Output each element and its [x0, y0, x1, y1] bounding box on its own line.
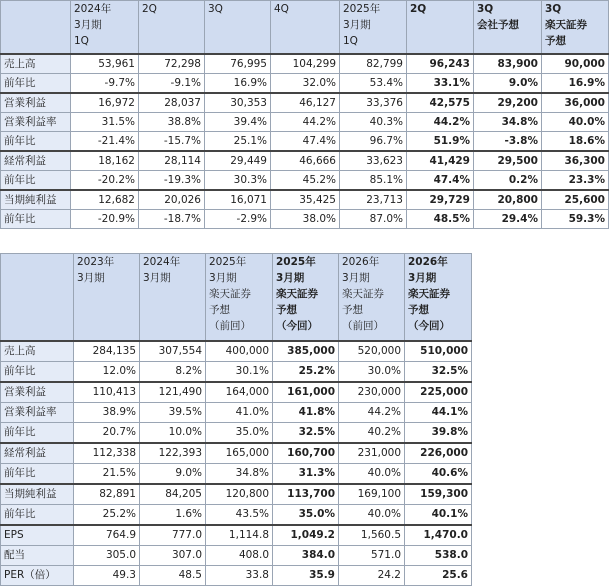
quarterly-value-cell: 83,900	[474, 54, 542, 74]
annual-value-cell: 385,000	[273, 341, 339, 362]
quarterly-value-cell: 32.0%	[271, 74, 340, 94]
annual-value-cell: 121,490	[140, 382, 206, 403]
quarterly-row-label: 売上高	[1, 54, 71, 74]
quarterly-value-cell: -18.7%	[139, 210, 205, 229]
annual-row-label: 前年比	[1, 505, 74, 526]
quarterly-row	[1, 74, 609, 94]
quarterly-value-cell: 25.1%	[205, 132, 271, 152]
annual-value-cell: 169,100	[339, 484, 405, 505]
quarterly-value-cell: -3.8%	[474, 132, 542, 152]
quarterly-value-cell: 30.3%	[205, 171, 271, 191]
annual-value-cell: 510,000	[405, 341, 472, 362]
quarterly-corner-cell	[1, 1, 71, 55]
quarterly-value-cell: 34.8%	[474, 113, 542, 132]
quarterly-value-cell: 36,300	[542, 151, 609, 171]
quarterly-value-cell: 59.3%	[542, 210, 609, 229]
annual-value-cell: 49.3	[74, 566, 140, 586]
annual-value-cell: 10.0%	[140, 423, 206, 444]
annual-value-cell: 21.5%	[74, 464, 140, 485]
quarterly-column-header: 2Q	[139, 1, 205, 55]
annual-value-cell: 520,000	[339, 341, 405, 362]
annual-row-label: 前年比	[1, 423, 74, 444]
quarterly-row-label: 前年比	[1, 210, 71, 229]
annual-row-label: 営業利益	[1, 382, 74, 403]
annual-row	[1, 566, 472, 586]
annual-row-label: 売上高	[1, 341, 74, 362]
quarterly-value-cell: 46,666	[271, 151, 340, 171]
quarterly-value-cell: 53.4%	[340, 74, 407, 94]
quarterly-value-cell: 47.4%	[407, 171, 474, 191]
quarterly-row	[1, 190, 609, 210]
quarterly-row	[1, 113, 609, 132]
quarterly-row-label: 前年比	[1, 74, 71, 94]
annual-value-cell: 764.9	[74, 525, 140, 546]
quarterly-value-cell: 16,071	[205, 190, 271, 210]
annual-value-cell: 30.0%	[339, 362, 405, 383]
annual-value-cell: 307,554	[140, 341, 206, 362]
quarterly-row-label: 営業利益率	[1, 113, 71, 132]
annual-column-header: 2026年 3月期 楽天証券 予想 （今回）	[405, 254, 472, 342]
annual-value-cell: 571.0	[339, 546, 405, 566]
quarterly-value-cell: -9.7%	[71, 74, 139, 94]
annual-value-cell: 9.0%	[140, 464, 206, 485]
quarterly-row	[1, 210, 609, 229]
annual-value-cell: 48.5	[140, 566, 206, 586]
annual-value-cell: 35.0%	[206, 423, 273, 444]
quarterly-value-cell: 85.1%	[340, 171, 407, 191]
annual-value-cell: 1,560.5	[339, 525, 405, 546]
annual-column-header: 2026年 3月期 楽天証券 予想 （前回）	[339, 254, 405, 342]
quarterly-value-cell: 20,800	[474, 190, 542, 210]
quarterly-value-cell: -2.9%	[205, 210, 271, 229]
annual-row-label: 前年比	[1, 362, 74, 383]
annual-row	[1, 423, 472, 444]
annual-value-cell: 1,049.2	[273, 525, 339, 546]
annual-forecast-table	[0, 253, 472, 586]
quarterly-row	[1, 151, 609, 171]
annual-row-label: PER（倍）	[1, 566, 74, 586]
quarterly-value-cell: 29,729	[407, 190, 474, 210]
annual-value-cell: 400,000	[206, 341, 273, 362]
annual-value-cell: 39.5%	[140, 403, 206, 423]
annual-value-cell: 40.2%	[339, 423, 405, 444]
quarterly-value-cell: 96,243	[407, 54, 474, 74]
quarterly-column-header: 2024年 3月期 1Q	[71, 1, 139, 55]
annual-value-cell: 12.0%	[74, 362, 140, 383]
quarterly-column-header: 3Q 会社予想	[474, 1, 542, 55]
annual-value-cell: 8.2%	[140, 362, 206, 383]
annual-column-header: 2023年 3月期	[74, 254, 140, 342]
annual-value-cell: 165,000	[206, 443, 273, 464]
annual-value-cell: 32.5%	[273, 423, 339, 444]
annual-value-cell: 35.0%	[273, 505, 339, 526]
annual-value-cell: 164,000	[206, 382, 273, 403]
annual-value-cell: 25.6	[405, 566, 472, 586]
quarterly-value-cell: 51.9%	[407, 132, 474, 152]
quarterly-value-cell: 16,972	[71, 93, 139, 113]
annual-value-cell: 161,000	[273, 382, 339, 403]
annual-corner-cell	[1, 254, 74, 342]
annual-row	[1, 341, 472, 362]
annual-value-cell: 225,000	[405, 382, 472, 403]
annual-row	[1, 525, 472, 546]
quarterly-value-cell: 47.4%	[271, 132, 340, 152]
quarterly-value-cell: 29,200	[474, 93, 542, 113]
annual-value-cell: 39.8%	[405, 423, 472, 444]
annual-value-cell: 120,800	[206, 484, 273, 505]
annual-value-cell: 1.6%	[140, 505, 206, 526]
quarterly-value-cell: 16.9%	[205, 74, 271, 94]
annual-row-label: EPS	[1, 525, 74, 546]
quarterly-row	[1, 132, 609, 152]
quarterly-value-cell: 20,026	[139, 190, 205, 210]
annual-value-cell: 230,000	[339, 382, 405, 403]
quarterly-value-cell: 33.1%	[407, 74, 474, 94]
quarterly-value-cell: 18,162	[71, 151, 139, 171]
annual-value-cell: 41.8%	[273, 403, 339, 423]
quarterly-value-cell: 44.2%	[407, 113, 474, 132]
annual-value-cell: 33.8	[206, 566, 273, 586]
quarterly-value-cell: 46,127	[271, 93, 340, 113]
annual-value-cell: 84,205	[140, 484, 206, 505]
annual-value-cell: 20.7%	[74, 423, 140, 444]
quarterly-value-cell: -15.7%	[139, 132, 205, 152]
annual-row-label: 営業利益率	[1, 403, 74, 423]
annual-value-cell: 159,300	[405, 484, 472, 505]
annual-value-cell: 35.9	[273, 566, 339, 586]
quarterly-row-label: 前年比	[1, 171, 71, 191]
annual-row	[1, 546, 472, 566]
quarterly-value-cell: 41,429	[407, 151, 474, 171]
annual-value-cell: 31.3%	[273, 464, 339, 485]
quarterly-value-cell: 44.2%	[271, 113, 340, 132]
quarterly-value-cell: 38.0%	[271, 210, 340, 229]
annual-value-cell: 32.5%	[405, 362, 472, 383]
annual-value-cell: 160,700	[273, 443, 339, 464]
quarterly-value-cell: 48.5%	[407, 210, 474, 229]
annual-value-cell: 231,000	[339, 443, 405, 464]
quarterly-value-cell: 42,575	[407, 93, 474, 113]
annual-value-cell: 307.0	[140, 546, 206, 566]
quarterly-value-cell: -19.3%	[139, 171, 205, 191]
quarterly-row-label: 当期純利益	[1, 190, 71, 210]
annual-value-cell: 122,393	[140, 443, 206, 464]
quarterly-value-cell: 76,995	[205, 54, 271, 74]
annual-value-cell: 40.1%	[405, 505, 472, 526]
quarterly-value-cell: 104,299	[271, 54, 340, 74]
annual-value-cell: 284,135	[74, 341, 140, 362]
annual-value-cell: 82,891	[74, 484, 140, 505]
quarterly-value-cell: 23.3%	[542, 171, 609, 191]
quarterly-value-cell: 29.4%	[474, 210, 542, 229]
quarterly-row-label: 経常利益	[1, 151, 71, 171]
quarterly-value-cell: 12,682	[71, 190, 139, 210]
annual-value-cell: 34.8%	[206, 464, 273, 485]
quarterly-column-header: 2Q	[407, 1, 474, 55]
quarterly-value-cell: 33,623	[340, 151, 407, 171]
annual-row-label: 配当	[1, 546, 74, 566]
annual-row	[1, 403, 472, 423]
quarterly-value-cell: 30,353	[205, 93, 271, 113]
quarterly-value-cell: 28,037	[139, 93, 205, 113]
quarterly-value-cell: 40.0%	[542, 113, 609, 132]
annual-value-cell: 305.0	[74, 546, 140, 566]
quarterly-value-cell: 28,114	[139, 151, 205, 171]
quarterly-value-cell: 90,000	[542, 54, 609, 74]
quarterly-value-cell: 29,449	[205, 151, 271, 171]
annual-row	[1, 443, 472, 464]
annual-value-cell: 113,700	[273, 484, 339, 505]
annual-row	[1, 505, 472, 526]
quarterly-value-cell: 35,425	[271, 190, 340, 210]
annual-row-label: 当期純利益	[1, 484, 74, 505]
annual-column-header: 2025年 3月期 楽天証券 予想 （前回）	[206, 254, 273, 342]
quarterly-value-cell: 38.8%	[139, 113, 205, 132]
quarterly-row	[1, 93, 609, 113]
quarterly-value-cell: 18.6%	[542, 132, 609, 152]
quarterly-column-header: 3Q 楽天証券 予想	[542, 1, 609, 55]
quarterly-value-cell: 72,298	[139, 54, 205, 74]
annual-column-header: 2024年 3月期	[140, 254, 206, 342]
quarterly-value-cell: -21.4%	[71, 132, 139, 152]
quarterly-results-table	[0, 0, 609, 229]
annual-value-cell: 110,413	[74, 382, 140, 403]
quarterly-value-cell: 53,961	[71, 54, 139, 74]
quarterly-column-header: 4Q	[271, 1, 340, 55]
annual-value-cell: 30.1%	[206, 362, 273, 383]
annual-value-cell: 408.0	[206, 546, 273, 566]
annual-row-label: 前年比	[1, 464, 74, 485]
quarterly-value-cell: 33,376	[340, 93, 407, 113]
annual-value-cell: 40.6%	[405, 464, 472, 485]
quarterly-header-row	[1, 1, 609, 55]
annual-value-cell: 226,000	[405, 443, 472, 464]
quarterly-value-cell: -20.9%	[71, 210, 139, 229]
quarterly-value-cell: 23,713	[340, 190, 407, 210]
annual-value-cell: 24.2	[339, 566, 405, 586]
quarterly-value-cell: 45.2%	[271, 171, 340, 191]
annual-value-cell: 1,470.0	[405, 525, 472, 546]
annual-header-row	[1, 254, 472, 342]
quarterly-value-cell: 39.4%	[205, 113, 271, 132]
quarterly-value-cell: 87.0%	[340, 210, 407, 229]
annual-row	[1, 382, 472, 403]
quarterly-value-cell: 29,500	[474, 151, 542, 171]
annual-value-cell: 384.0	[273, 546, 339, 566]
annual-value-cell: 41.0%	[206, 403, 273, 423]
annual-value-cell: 25.2%	[74, 505, 140, 526]
quarterly-value-cell: 0.2%	[474, 171, 542, 191]
annual-value-cell: 40.0%	[339, 464, 405, 485]
quarterly-column-header: 2025年 3月期 1Q	[340, 1, 407, 55]
quarterly-value-cell: 25,600	[542, 190, 609, 210]
quarterly-row-label: 営業利益	[1, 93, 71, 113]
annual-value-cell: 44.1%	[405, 403, 472, 423]
quarterly-row	[1, 54, 609, 74]
annual-value-cell: 1,114.8	[206, 525, 273, 546]
quarterly-value-cell: 82,799	[340, 54, 407, 74]
quarterly-row	[1, 171, 609, 191]
annual-value-cell: 25.2%	[273, 362, 339, 383]
quarterly-value-cell: -20.2%	[71, 171, 139, 191]
annual-value-cell: 538.0	[405, 546, 472, 566]
table-gap	[0, 236, 600, 253]
quarterly-value-cell: 16.9%	[542, 74, 609, 94]
quarterly-value-cell: 31.5%	[71, 113, 139, 132]
quarterly-value-cell: 40.3%	[340, 113, 407, 132]
annual-row	[1, 362, 472, 383]
quarterly-row-label: 前年比	[1, 132, 71, 152]
annual-value-cell: 40.0%	[339, 505, 405, 526]
quarterly-column-header: 3Q	[205, 1, 271, 55]
annual-value-cell: 38.9%	[74, 403, 140, 423]
quarterly-value-cell: 36,000	[542, 93, 609, 113]
annual-value-cell: 112,338	[74, 443, 140, 464]
annual-value-cell: 777.0	[140, 525, 206, 546]
quarterly-value-cell: -9.1%	[139, 74, 205, 94]
quarterly-value-cell: 96.7%	[340, 132, 407, 152]
annual-row	[1, 484, 472, 505]
annual-row	[1, 464, 472, 485]
annual-column-header: 2025年 3月期 楽天証券 予想 （今回）	[273, 254, 339, 342]
annual-row-label: 経常利益	[1, 443, 74, 464]
annual-value-cell: 43.5%	[206, 505, 273, 526]
quarterly-value-cell: 9.0%	[474, 74, 542, 94]
annual-value-cell: 44.2%	[339, 403, 405, 423]
